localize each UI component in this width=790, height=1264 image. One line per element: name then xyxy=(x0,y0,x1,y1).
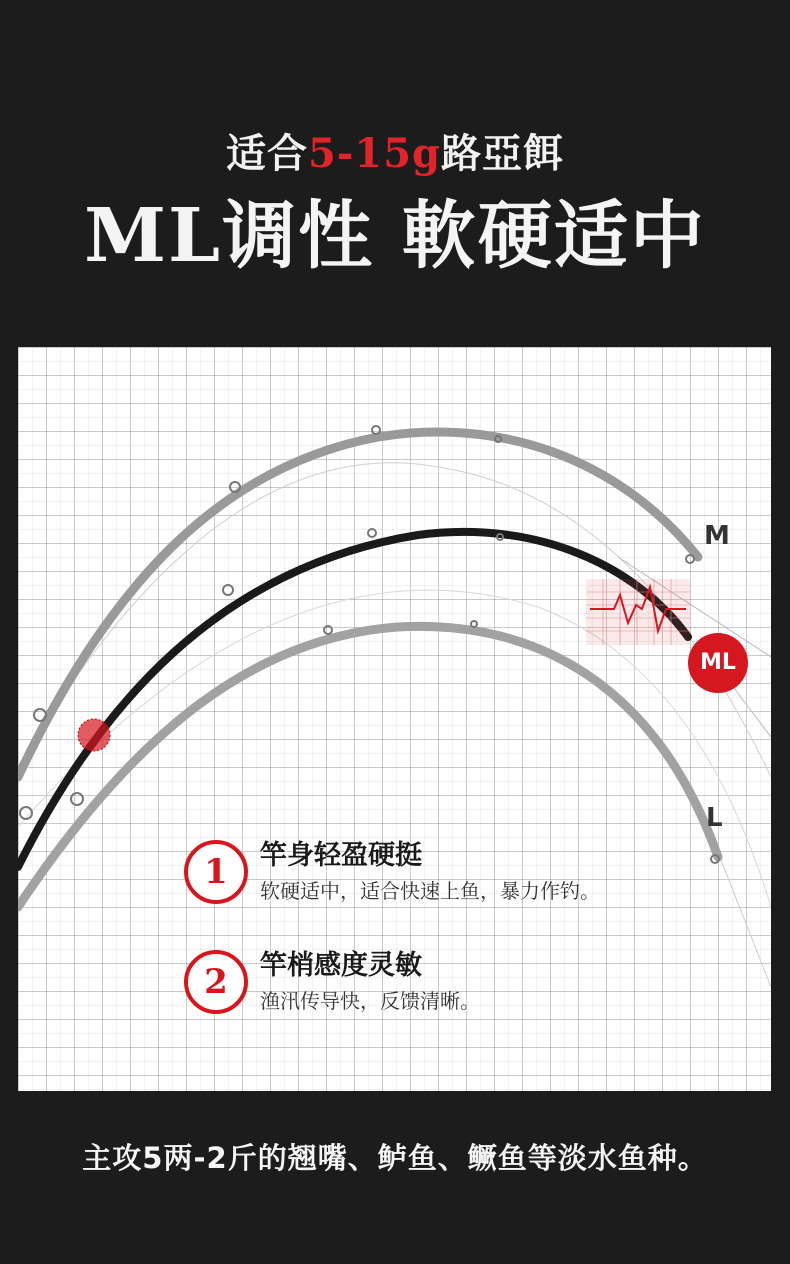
stress-point-marker xyxy=(78,719,110,751)
feature-title-1: 竿身轻盈硬挺 xyxy=(260,840,422,871)
feature-desc-1: 软硬适中，适合快速上鱼，暴力作钓。 xyxy=(260,879,600,903)
subtitle-headline xyxy=(0,122,790,179)
headline-suffix: 路亞餌 xyxy=(441,130,565,177)
target-fish-caption: 主攻5两-2斤的翘嘴、鲈鱼、鳜鱼等淡水鱼种。 xyxy=(82,1141,708,1175)
main-headline: ML调性 軟硬适中 xyxy=(84,193,706,279)
feature-item-1 xyxy=(184,833,724,913)
number-badge-2: 2 xyxy=(184,950,248,1014)
headline-prefix: 适合 xyxy=(225,130,308,177)
feature-title-2: 竿梢感度灵敏 xyxy=(260,950,422,981)
curve-label-m: M xyxy=(704,521,730,551)
curve-label-ml: ML xyxy=(688,633,748,693)
curve-label-l: L xyxy=(706,803,723,833)
sensitivity-pulse-icon xyxy=(586,579,690,645)
headline-weight-range: 5-15g xyxy=(307,130,442,177)
feature-desc-2: 渔汛传导快，反馈清晰。 xyxy=(260,989,480,1013)
feature-item-2 xyxy=(184,943,724,1023)
number-badge-1: 1 xyxy=(184,840,248,904)
rod-curve-panel xyxy=(18,347,771,1091)
